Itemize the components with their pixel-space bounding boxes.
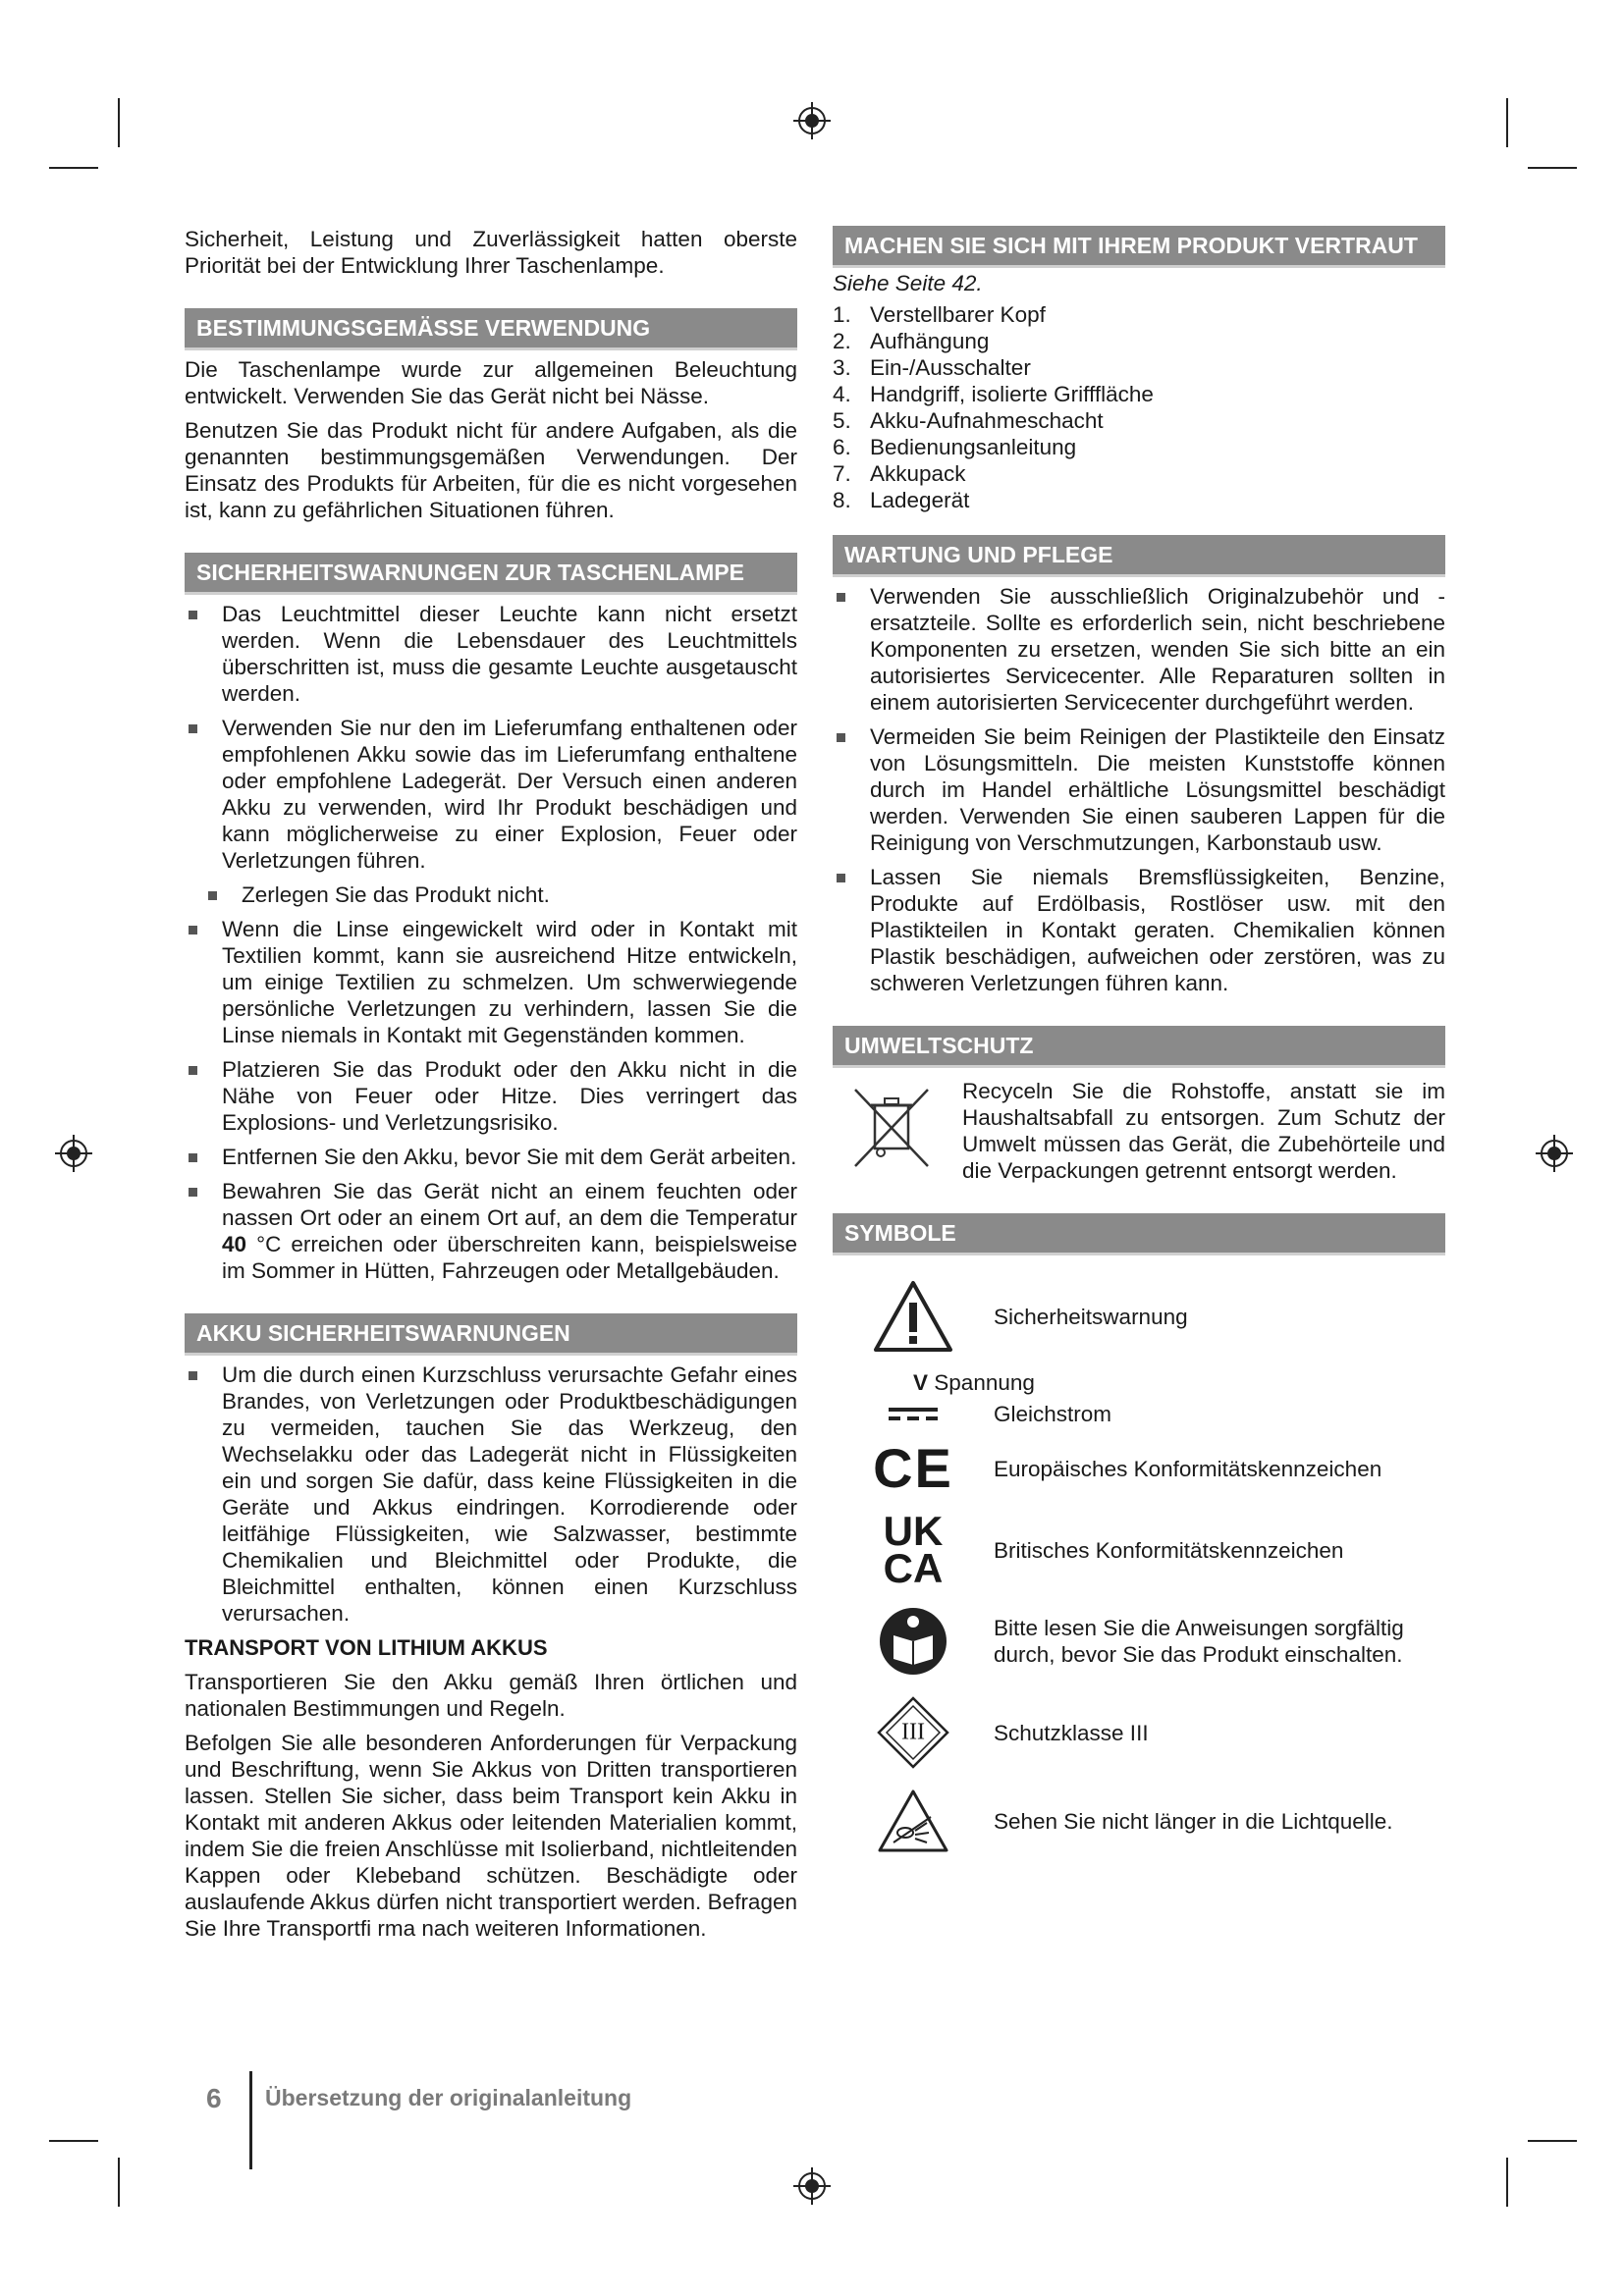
volt-symbol: V [913,1370,929,1395]
footer-divider [249,2071,252,2169]
list-item: 7. Akkupack [833,461,966,486]
warning-triangle-icon [833,1279,994,1354]
crop-mark [49,167,98,169]
footer-text: Übersetzung der originalanleitung [265,2085,632,2110]
registration-mark-icon [793,102,831,139]
paragraph: Benutzen Sie das Produkt nicht für andere Aufgaben, als die genannten bestimmungsgemäßen Verwendungen. Der Einsatz des Produkts für Arbeiten, für die es nicht vorgesehen ist, kann zu gefährlichen Situationen führen. [185,418,797,522]
bullet-list [833,583,1445,996]
crop-mark [1506,2158,1508,2207]
paragraph: Transportieren Sie den Akku gemäß Ihren örtlichen und nationalen Bestimmungen und Regeln. [185,1670,797,1721]
parts-list [833,301,1445,513]
list-item: Platzieren Sie das Produkt oder den Akku nicht in die Nähe von Feuer oder Hitze. Dies verringert das Explosions- und Verletzungsrisiko. [185,1056,797,1136]
symbol-label: Sicherheitswarnung [994,1304,1188,1329]
list-item: 6. Bedienungsanleitung [833,435,1077,459]
paragraph: Befolgen Sie alle besonderen Anforderungen für Verpackung und Beschriftung, wenn Sie Akkus von Dritten transportieren lassen. Stellen Sie sicher, dass beim Transport kein Akku in Kontakt mit anderen Akkus oder leitenden Materialien kommt, indem Sie die freien Anschlüsse mit Isolierband, nichtleitenden Kappen oder Klebeband schützen. Beschädigte oder auslaufende Akkus dürfen nicht transportiert werden. Befragen Sie Ihre Transportfi rma nach weiteren Informationen. [185,1731,797,1941]
symbol-label: Britisches Konformitätskennzeichen [994,1537,1344,1563]
symbol-label: Bitte lesen Sie die Anweisungen sorgfältig durch, bevor Sie das Produkt einschalten. [994,1616,1404,1667]
bullet-list [185,1362,797,1627]
ce-mark-icon: CE [873,1437,953,1499]
page-number: 6 [206,2083,222,2113]
temperature-value: 40 [222,1232,247,1256]
symbol-row-voltage [833,1369,1445,1396]
section-header-know-your-product: MACHEN SIE SICH MIT IHREM PRODUKT VERTRAUT [833,226,1445,268]
crop-mark [118,2158,120,2207]
list-item: Verwenden Sie ausschließlich Originalzubehör und -ersatzteile. Sollte es erforderlich sein, nicht beschriebene Komponenten zu ersetzen, wenden Sie sich bitte an ein autorisiertes Servicecenter. Alle Reparaturen sollten in einem autorisierten Servicecenter durchgeführt werden. [833,583,1445,716]
paragraph: Die Taschenlampe wurde zur allgemeinen Beleuchtung entwickelt. Verwenden Sie das Gerät nicht bei Nässe. [185,357,797,408]
crop-mark [1528,2140,1577,2142]
direct-current-icon [833,1404,994,1423]
list-item: Zerlegen Sie das Produkt nicht. [185,881,797,908]
section-header-flashlight-safety: SICHERHEITSWARNUNGEN ZUR TASCHENLAMPE [185,553,797,595]
symbol-row-manual [833,1594,1445,1688]
intro-text: Sicherheit, Leistung und Zuverlässigkeit hatten oberste Priorität bei der Entwicklung Ihrer Taschenlampe. [185,227,797,278]
protection-class-iii-icon: III [833,1695,994,1770]
symbol-label: Sehen Sie nicht länger in die Lichtquelle. [994,1808,1393,1834]
section-header-maintenance: WARTUNG UND PFLEGE [833,535,1445,577]
list-item-text: °C erreichen oder überschreiten kann, beispielsweise im Sommer in Hütten, Fahrzeugen oder Metallgebäuden. [222,1232,797,1283]
symbol-label: Gleichstrom [994,1401,1112,1426]
symbol-label: Europäisches Konformitätskennzeichen [994,1456,1382,1481]
section-header-environment: UMWELTSCHUTZ [833,1026,1445,1068]
list-item: Entfernen Sie den Akku, bevor Sie mit dem Gerät arbeiten. [185,1144,797,1170]
left-column [185,226,797,1949]
list-item: Um die durch einen Kurzschluss verursachte Gefahr eines Brandes, von Verletzungen oder Produktbeschädigungen zu vermeiden, tauchen Sie das Werkzeug, den Wechselakku oder das Ladegerät nicht in Flüssigkeiten ein und sorgen Sie dafür, dass keine Flüssigkeiten in die Geräte und Akkus eindringen. Korrodierende oder leitfähige Flüssigkeiten, wie Salzwasser, bestimmte Chemikalien und Bleichmittel oder Produkte, die Bleichmittel enthalten, können einen Kurzschluss verursachen. [185,1362,797,1627]
list-item: 8. Ladegerät [833,488,970,512]
section-header-symbols: SYMBOLE [833,1213,1445,1255]
symbol-label: Schutzklasse III [994,1720,1149,1745]
read-manual-icon [833,1606,994,1677]
section-header-intended-use: BESTIMMUNGSGEMÄSSE VERWENDUNG [185,308,797,350]
right-column [833,226,1445,1865]
list-item: 5. Akku-Aufnahmeschacht [833,408,1104,433]
list-item [185,1178,797,1284]
list-item: Vermeiden Sie beim Reinigen der Plastikteile den Einsatz von Lösungsmitteln. Die meisten Kunststoffe können durch im Handel erhältliche Lösungsmittel beschädigt werden. Verwenden Sie einen sauberen Lappen für die Reinigung von Verschmutzungen, Karbonstaub usw. [833,723,1445,856]
symbol-label: Spannung [934,1370,1035,1395]
registration-mark-icon [1536,1135,1573,1172]
crop-mark [49,2140,98,2142]
symbol-row-ukca [833,1506,1445,1594]
page-reference: Siehe Seite 42. [833,271,983,295]
environment-block [833,1078,1445,1192]
crop-mark [1506,98,1508,147]
symbol-row-class3 [833,1688,1445,1777]
symbol-row-dc [833,1396,1445,1431]
crop-mark [118,98,120,147]
registration-mark-icon [55,1135,92,1172]
list-item: 3. Ein-/Ausschalter [833,355,1031,380]
list-item: 2. Aufhängung [833,329,990,353]
symbol-row-ce [833,1431,1445,1506]
environment-text: Recyceln Sie die Rohstoffe, anstatt sie im Haushaltsabfall zu entsorgen. Zum Schutz der Umwelt müssen das Gerät, die Zubehörteile und die Verpackungen getrennt entsorgt werden. [962,1079,1445,1183]
list-item: 4. Handgriff, isolierte Grifffläche [833,382,1154,406]
list-item: Wenn die Linse eingewickelt wird oder in Kontakt mit Textilien kommt, kann sie ausreichend Hitze entwickeln, um einige Textilien zu schmelzen. Um schwerwiegende persönliche Verletzungen zu verhindern, lassen Sie die Linse niemals in Kontakt mit Gegenständen kommen. [185,916,797,1048]
subheading-transport: TRANSPORT VON LITHIUM AKKUS [185,1635,548,1660]
symbol-row-warning [833,1267,1445,1365]
registration-mark-icon [793,2167,831,2205]
crossed-bin-icon [833,1078,950,1172]
list-item: Lassen Sie niemals Bremsflüssigkeiten, Benzine, Produkte auf Erdölbasis, Rostlöser usw. mit den Plastikteilen in Kontakt geraten. Chemikalien können Plastik beschädigen, aufweichen oder zerstören, was zu schweren Verletzungen führen kann. [833,864,1445,996]
list-item: Verwenden Sie nur den im Lieferumfang enthaltenen oder empfohlenen Akku sowie das im Lieferumfang enthaltene oder empfohlene Ladegerät. Der Versuch einen anderen Akku zu verwenden, wird Ihr Produkt beschädigen und kann möglicherweise zu einer Explosion, Feuer oder Verletzungen führen. [185,715,797,874]
bullet-list [185,601,797,1284]
crop-mark [1528,167,1577,169]
list-item-text: Bewahren Sie das Gerät nicht an einem feuchten oder nassen Ort oder an einem Ort auf, an dem die Temperatur [222,1179,797,1230]
symbol-row-light [833,1777,1445,1865]
ukca-mark-icon: UK CA [883,1508,944,1591]
section-header-battery-safety: AKKU SICHERHEITSWARNUNGEN [185,1313,797,1356]
list-item: 1. Verstellbarer Kopf [833,302,1046,327]
list-item: Das Leuchtmittel dieser Leuchte kann nicht ersetzt werden. Wenn die Lebensdauer des Leuchtmittels überschritten ist, muss die gesamte Leuchte ausgetauscht werden. [185,601,797,707]
do-not-stare-light-icon [833,1788,994,1854]
